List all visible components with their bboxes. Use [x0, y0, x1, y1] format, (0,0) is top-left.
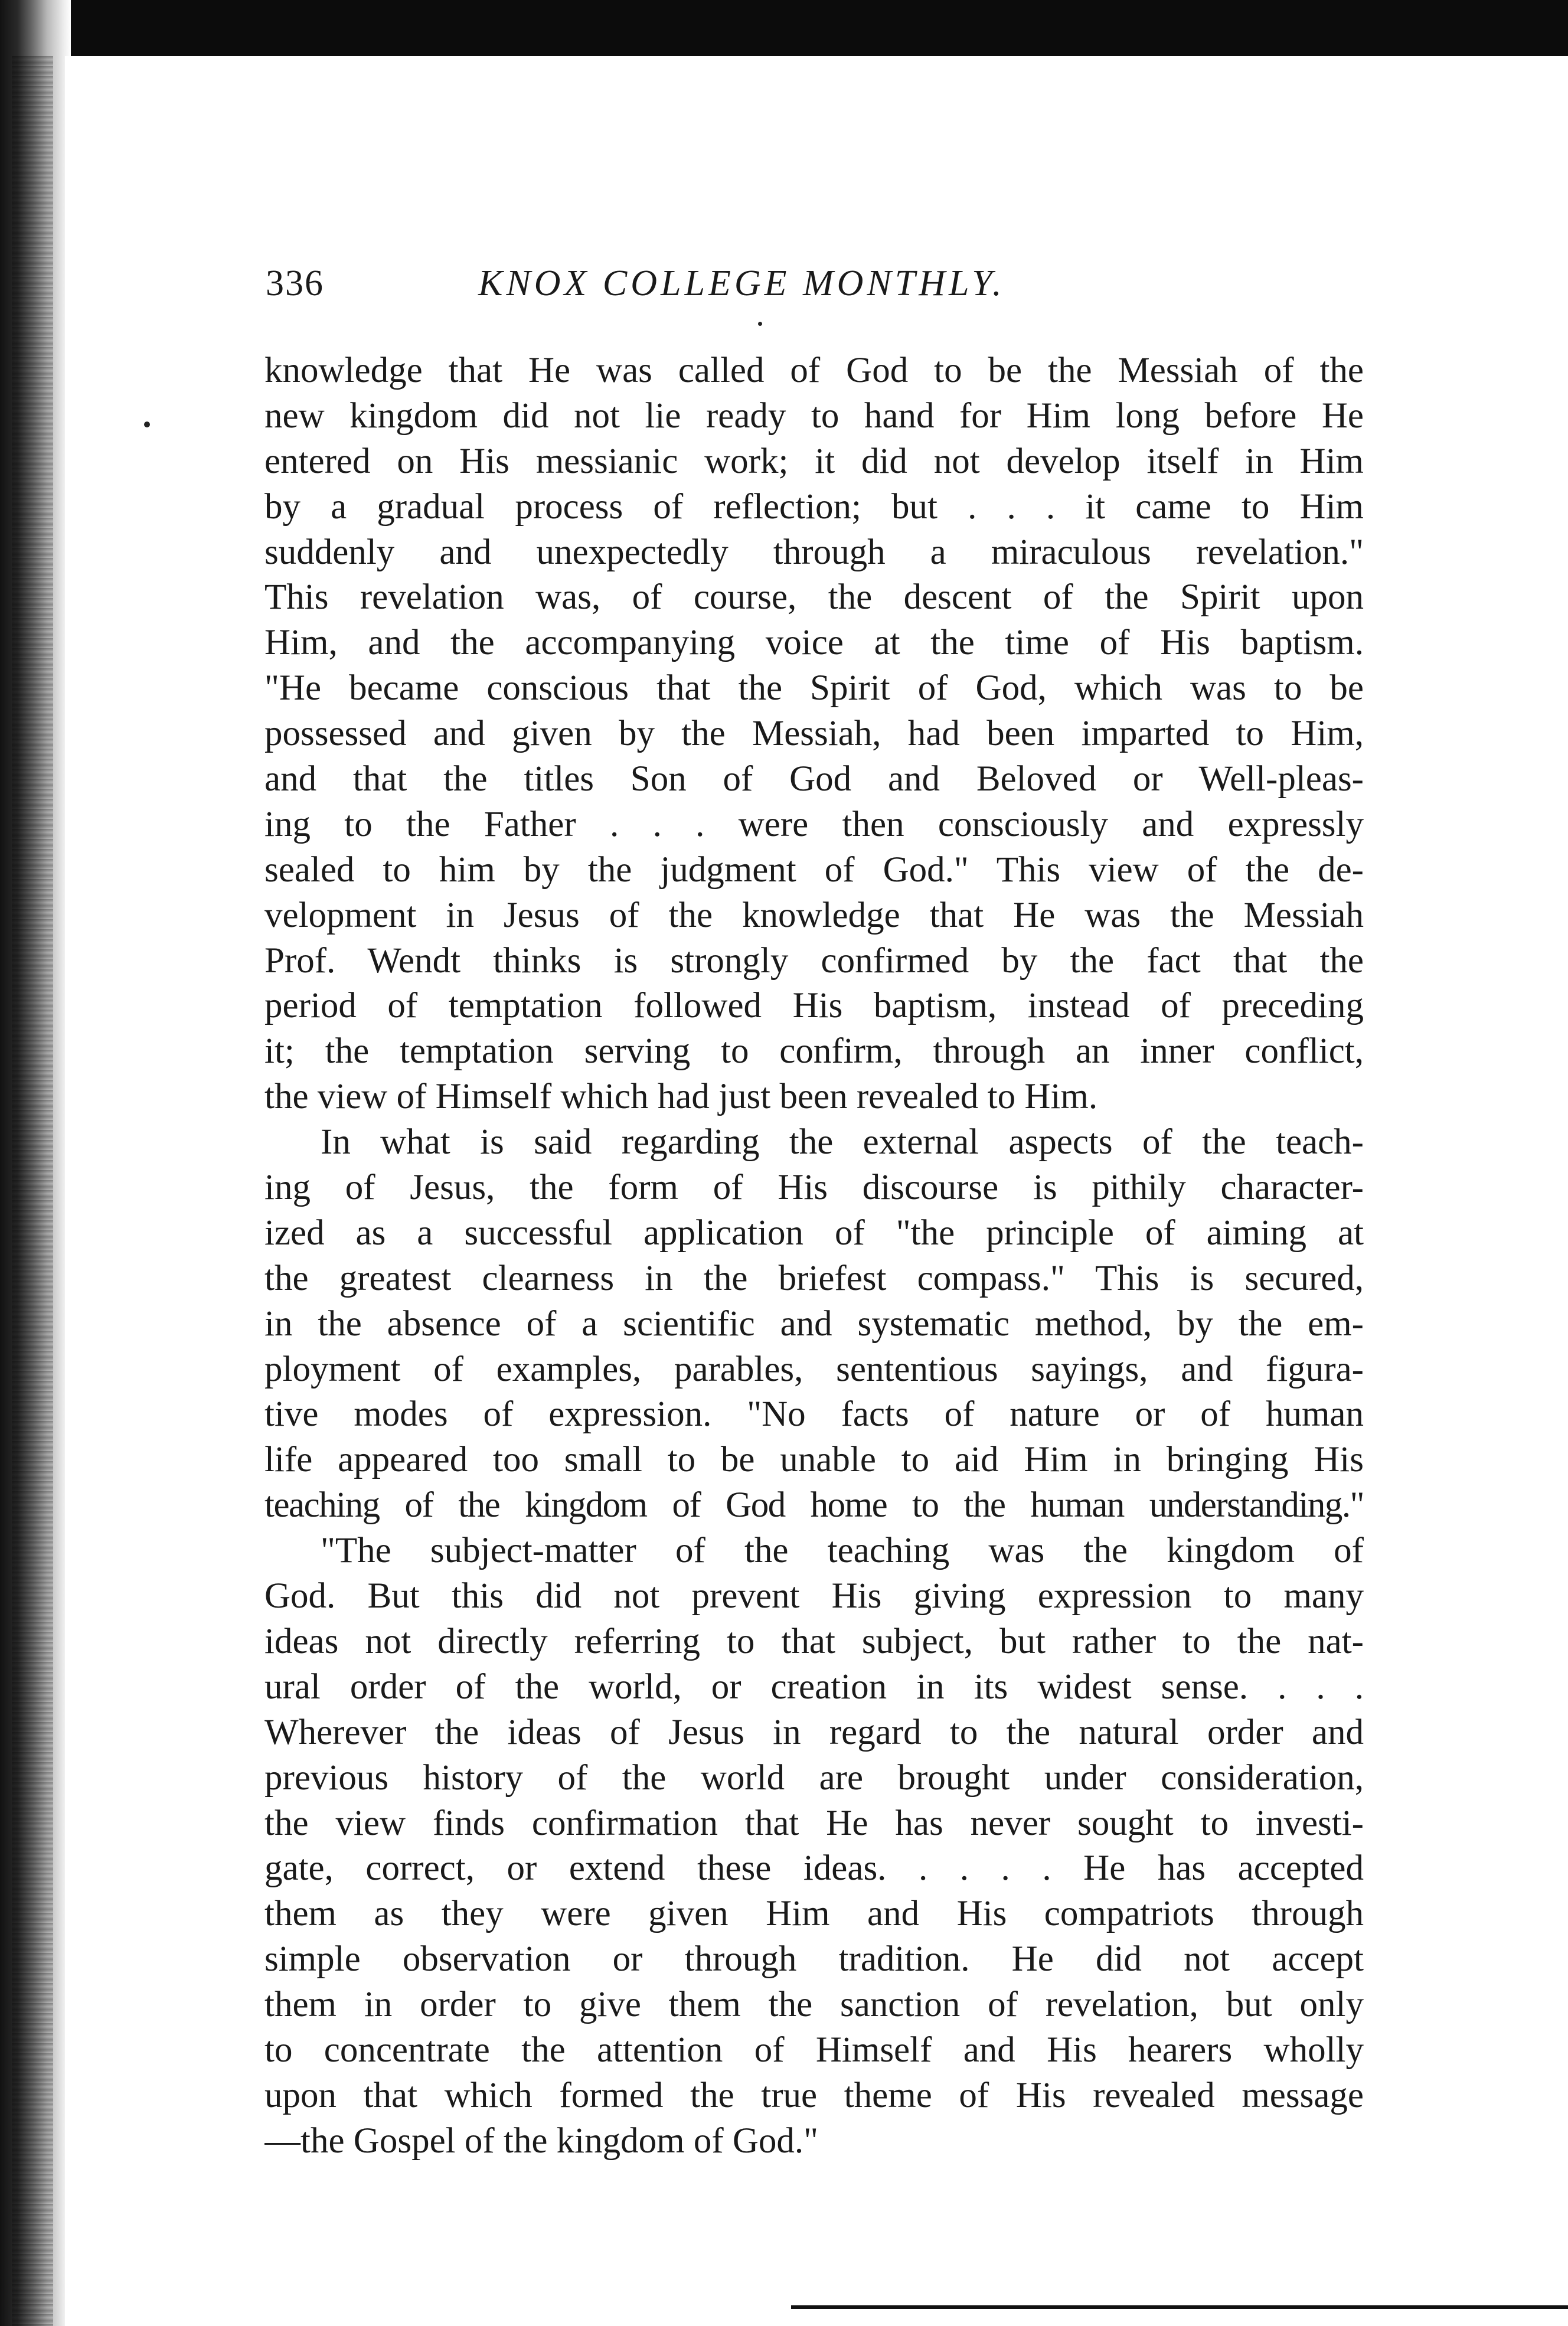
stray-mark [144, 422, 150, 427]
text-line: Prof. Wendt thinks is strongly confirmed by the fact that the [264, 940, 1364, 981]
text-line: sealed to him by the judgment of God." This view of the de- [264, 850, 1364, 890]
text-line: life appeared too small to be unable to aid Him in bringing His [264, 1440, 1364, 1480]
body-text [264, 348, 1364, 2164]
text-line: entered on His messianic work; it did not develop itself in Him [264, 441, 1364, 481]
text-line: it; the temptation serving to confirm, through an inner conflict, [264, 1031, 1364, 1071]
running-title: KNOX COLLEGE MONTHLY. [478, 263, 1005, 303]
text-line: ized as a successful application of "the principle of aiming at [264, 1213, 1364, 1253]
text-line: This revelation was, of course, the descent of the Spirit upon [264, 577, 1364, 618]
text-line: in the absence of a scientific and systematic method, by the em- [264, 1304, 1364, 1344]
text-line: tive modes of expression. "No facts of nature or of human [264, 1394, 1364, 1435]
text-line: ural order of the world, or creation in its widest sense. . . . [264, 1667, 1364, 1707]
text-line: "The subject-matter of the teaching was the kingdom of [321, 1531, 1364, 1571]
text-line: knowledge that He was called of God to be the Messiah of the [264, 351, 1364, 390]
page-number: 336 [266, 263, 324, 303]
text-line: them in order to give them the sanction of revelation, but only [264, 1985, 1364, 2025]
text-line: period of temptation followed His baptism, instead of preceding [264, 986, 1364, 1026]
text-line: In what is said regarding the external aspects of the teach- [321, 1122, 1364, 1162]
text-line: possessed and given by the Messiah, had been imparted to Him, [264, 714, 1364, 754]
text-line: Wherever the ideas of Jesus in regard to the natural order and [264, 1712, 1364, 1752]
scan-top-border [0, 0, 1568, 56]
text-line: the view finds confirmation that He has never sought to investi- [264, 1803, 1364, 1843]
text-line: by a gradual process of reflection; but . . . it came to Him [264, 486, 1364, 527]
text-line: and that the titles Son of God and Beloved or Well-pleas- [264, 759, 1364, 799]
text-line: new kingdom did not lie ready to hand for Him long before He [264, 396, 1364, 436]
text-line: the greatest clearness in the briefest compass." This is secured, [264, 1258, 1364, 1298]
text-line: ing of Jesus, the form of His discourse is pithily character- [264, 1168, 1364, 1208]
text-line: Him, and the accompanying voice at the time of His baptism. [264, 623, 1364, 663]
text-line: suddenly and unexpectedly through a miraculous revelation." [264, 532, 1364, 572]
text-line: gate, correct, or extend these ideas. . . . . He has accepted [264, 1848, 1364, 1889]
text-line: to concentrate the attention of Himself and His hearers wholly [264, 2030, 1364, 2070]
scan-bottom-rule [791, 2305, 1568, 2309]
text-line: the view of Himself which had just been revealed to Him. [264, 1077, 1098, 1117]
text-line: "He became conscious that the Spirit of God, which was to be [264, 668, 1364, 708]
text-line: ing to the Father . . . were then consciously and expressly [264, 804, 1364, 844]
text-line: ideas not directly referring to that subject, but rather to the nat- [264, 1621, 1364, 1661]
text-line: God. But this did not prevent His giving expression to many [264, 1576, 1364, 1616]
text-line: velopment in Jesus of the knowledge that He was the Messiah [264, 895, 1364, 935]
text-line: simple observation or through tradition. He did not accept [264, 1939, 1364, 1979]
page-left-edge [65, 56, 71, 2326]
text-line: —the Gospel of the kingdom of God." [264, 2121, 819, 2161]
scan-binding-texture [12, 56, 53, 2326]
text-line: upon that which formed the true theme of His revealed message [264, 2075, 1364, 2115]
text-line: teaching of the kingdom of God home to the human understanding." [264, 1485, 1364, 1525]
text-line: ployment of examples, parables, sententious sayings, and figura- [264, 1349, 1364, 1389]
page-header [266, 260, 1364, 307]
text-line: them as they were given Him and His compatriots through [264, 1894, 1364, 1934]
stray-mark [758, 322, 762, 326]
text-line: previous history of the world are brought under consideration, [264, 1757, 1364, 1798]
